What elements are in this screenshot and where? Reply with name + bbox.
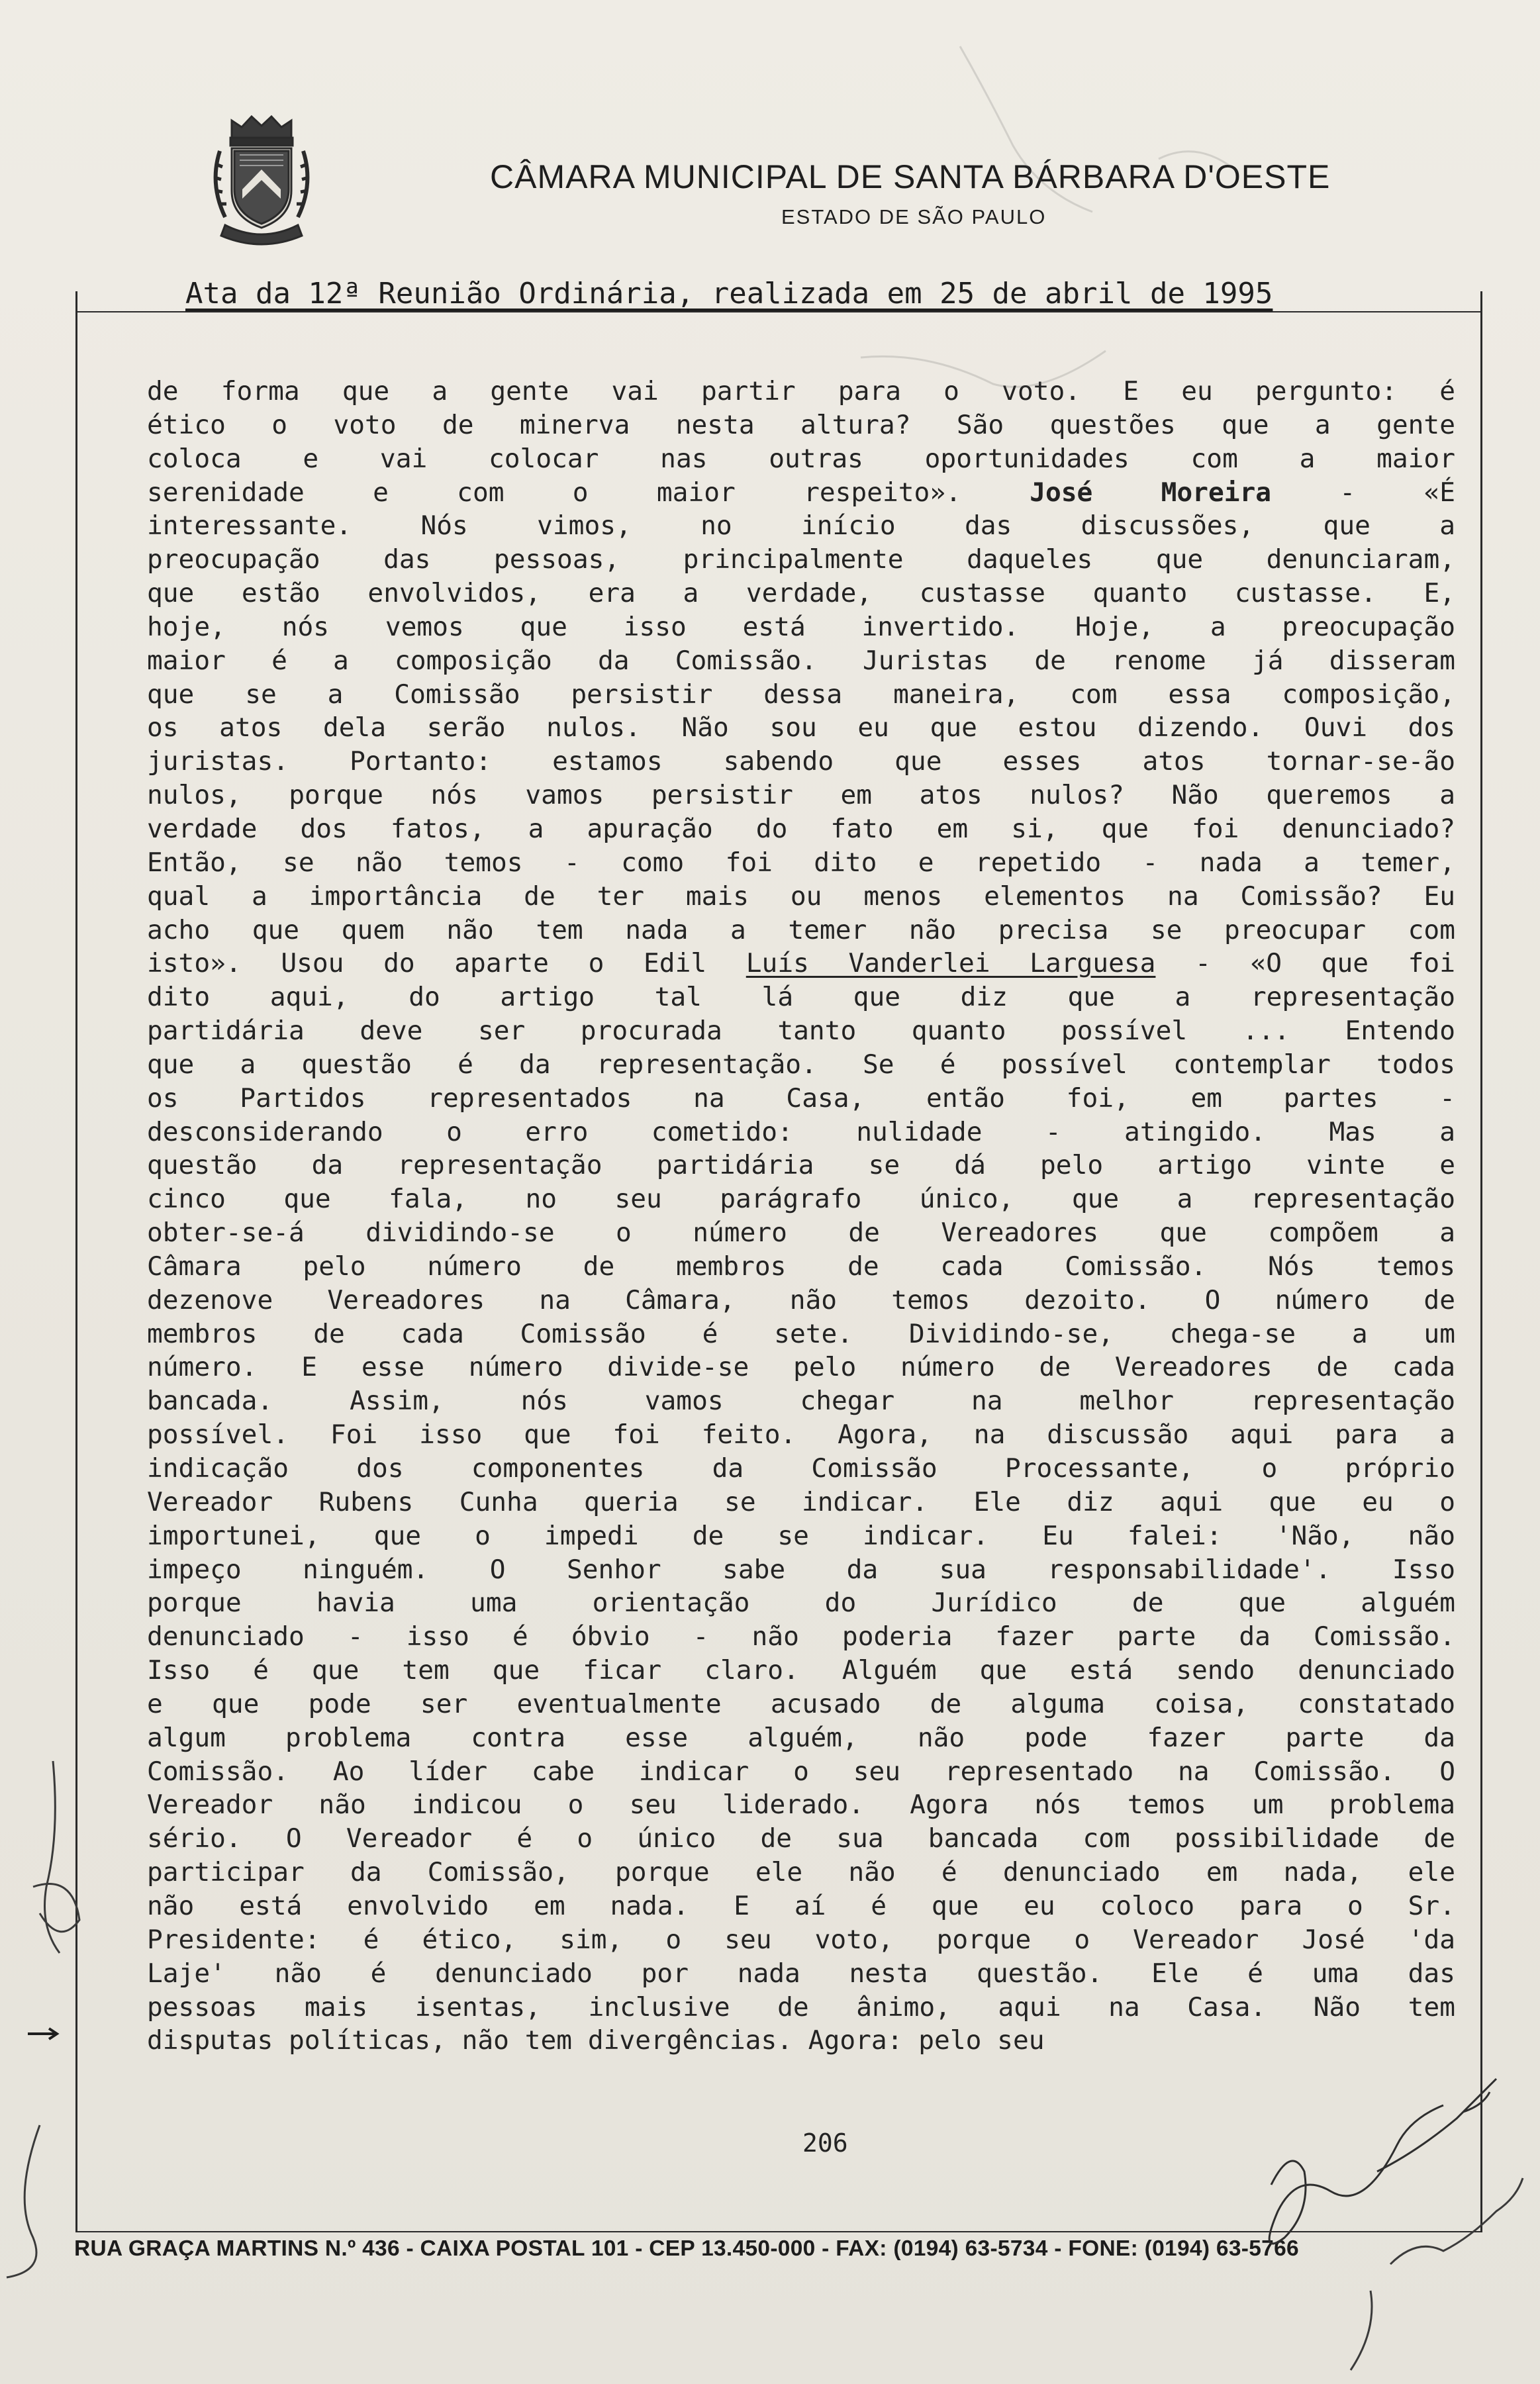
- text-line: Vereador não indicou o seu liderado. Agora nós temos um problema: [147, 1789, 1455, 1821]
- text-line: coloca e vai colocar nas outras oportunidades com a maior: [147, 443, 1455, 474]
- text-line: Então, se não temos - como foi dito e repetido - nada a temer,: [147, 847, 1455, 878]
- text-line: Comissão. Ao líder cabe indicar o seu representado na Comissão. O: [147, 1756, 1455, 1787]
- line-text: isto». Usou do aparte o Edil: [147, 948, 746, 979]
- text-line: sério. O Vereador é o único de sua bancada com possibilidade de: [147, 1823, 1455, 1854]
- text-line: e que pode ser eventualmente acusado de alguma coisa, constatado: [147, 1688, 1455, 1719]
- text-line: verdade dos fatos, a apuração do fato em si, que foi denunciado?: [147, 813, 1455, 844]
- text-line: obter-se-á dividindo-se o número de Vereadores que compõem a: [147, 1217, 1455, 1249]
- text-line: nulos, porque nós vamos persistir em atos nulos? Não queremos a: [147, 780, 1455, 811]
- text-line: os Partidos representados na Casa, então foi, em partes -: [147, 1082, 1455, 1114]
- speaker-tail: - «O que foi: [1155, 948, 1455, 979]
- text-line: de forma que a gente vai partir para o voto. E eu pergunto: é: [147, 376, 1455, 406]
- text-line: qual a importância de ter mais ou menos elementos na Comissão? Eu: [147, 881, 1455, 912]
- text-line: partidária deve ser procurada tanto quanto possível ... Entendo: [147, 1016, 1455, 1047]
- text-line: cinco que fala, no seu parágrafo único, que a representação: [147, 1184, 1455, 1215]
- footer-rule: [75, 2231, 1482, 2232]
- right-margin-rule: [1480, 291, 1482, 2231]
- address-footer: RUA GRAÇA MARTINS N.º 436 - CAIXA POSTAL 101 - CEP 13.450-000 - FAX: (0194) 63-5734 - FONE: (0194) 63-5766: [74, 2236, 1299, 2261]
- text-line: maior é a composição da Comissão. Juristas de renome já disseram: [147, 645, 1455, 676]
- text-line: preocupação das pessoas, principalmente daqueles que denunciaram,: [147, 544, 1455, 575]
- bottom-left-signature: [0, 2119, 60, 2284]
- session-title: Ata da 12ª Reunião Ordinária, realizada em 25 de abril de 1995: [185, 277, 1273, 310]
- state-subtitle: ESTADO DE SÃO PAULO: [781, 205, 1047, 228]
- text-line: impeço ninguém. O Senhor sabe da sua responsabilidade'. Isso: [147, 1554, 1455, 1585]
- text-line: não está envolvido em nada. E aí é que eu coloco para o Sr.: [147, 1890, 1455, 1921]
- text-line: ético o voto de minerva nesta altura? São questões que a gente: [147, 409, 1455, 440]
- text-line: que a questão é da representação. Se é possível contemplar todos: [147, 1049, 1455, 1080]
- text-line: algum problema contra esse alguém, não pode fazer parte da: [147, 1722, 1455, 1753]
- text-line: [147, 947, 1455, 980]
- text-line: Presidente: é ético, sim, o seu voto, porque o Vereador José 'da: [147, 1924, 1455, 1955]
- text-line: denunciado - isso é óbvio - não poderia fazer parte da Comissão.: [147, 1621, 1455, 1652]
- text-line: indicação dos componentes da Comissão Processante, o próprio: [147, 1453, 1455, 1484]
- text-line: dito aqui, do artigo tal lá que diz que a representação: [147, 982, 1455, 1013]
- text-line: hoje, nós vemos que isso está invertido. Hoje, a preocupação: [147, 611, 1455, 642]
- text-line: porque havia uma orientação do Jurídico de que alguém: [147, 1588, 1455, 1619]
- text-line: pessoas mais isentas, inclusive de ânimo, aqui na Casa. Não tem: [147, 1991, 1455, 2023]
- text-line: que estão envolvidos, era a verdade, custasse quanto custasse. E,: [147, 578, 1455, 609]
- text-line: que se a Comissão persistir dessa maneira, com essa composição,: [147, 679, 1455, 710]
- text-line: Vereador Rubens Cunha queria se indicar. Ele diz aqui que eu o: [147, 1486, 1455, 1517]
- text-line: importunei, que o impedi de se indicar. Eu falei: 'Não, não: [147, 1520, 1455, 1551]
- text-line: [147, 476, 1455, 510]
- line-text: serenidade e com o maior respeito».: [147, 477, 1030, 508]
- text-line: Laje' não é denunciado por nada nesta questão. Ele é uma das: [147, 1958, 1455, 1989]
- text-line: interessante. Nós vimos, no início das discussões, que a: [147, 510, 1455, 542]
- left-margin-rule: [75, 291, 77, 2231]
- text-line: os atos dela serão nulos. Não sou eu que estou dizendo. Ouvi dos: [147, 712, 1455, 743]
- bottom-right-signatures: [1245, 2039, 1536, 2377]
- text-line: membros de cada Comissão é sete. Dividindo-se, chega-se a um: [147, 1318, 1455, 1349]
- chamber-title: CÂMARA MUNICIPAL DE SANTA BÁRBARA D'OESTE: [490, 158, 1331, 195]
- speaker-name: José Moreira: [1030, 477, 1272, 508]
- text-line: disputas políticas, não tem divergências. Agora: pelo seu: [147, 2025, 1045, 2056]
- text-line: Câmara pelo número de membros de cada Comissão. Nós temos: [147, 1251, 1455, 1282]
- text-line: dezenove Vereadores na Câmara, não temos dezoito. O número de: [147, 1284, 1455, 1315]
- coat-of-arms-icon: [205, 111, 318, 250]
- speaker-name: Luís Vanderlei Larguesa: [746, 948, 1156, 979]
- text-line: questão da representação partidária se dá pelo artigo vinte e: [147, 1150, 1455, 1181]
- margin-initials-signature: [13, 1754, 99, 1993]
- arrow-mark-icon: [26, 2026, 60, 2042]
- text-line: Isso é que tem que ficar claro. Alguém que está sendo denunciado: [147, 1655, 1455, 1686]
- text-line: acho que quem não tem nada a temer não precisa se preocupar com: [147, 914, 1455, 945]
- header-rule: [75, 311, 1482, 312]
- page-number: 206: [802, 2128, 848, 2158]
- text-line: desconsiderando o erro cometido: nulidade - atingido. Mas a: [147, 1116, 1455, 1147]
- text-line: participar da Comissão, porque ele não é denunciado em nada, ele: [147, 1857, 1455, 1888]
- text-line: possível. Foi isso que foi feito. Agora, na discussão aqui para a: [147, 1419, 1455, 1451]
- text-line: juristas. Portanto: estamos sabendo que esses atos tornar-se-ão: [147, 746, 1455, 777]
- speaker-tail: - «É: [1271, 477, 1455, 508]
- minutes-body: [147, 375, 1455, 2058]
- text-line: número. E esse número divide-se pelo número de Vereadores de cada: [147, 1352, 1455, 1383]
- text-line: bancada. Assim, nós vamos chegar na melhor representação: [147, 1386, 1455, 1417]
